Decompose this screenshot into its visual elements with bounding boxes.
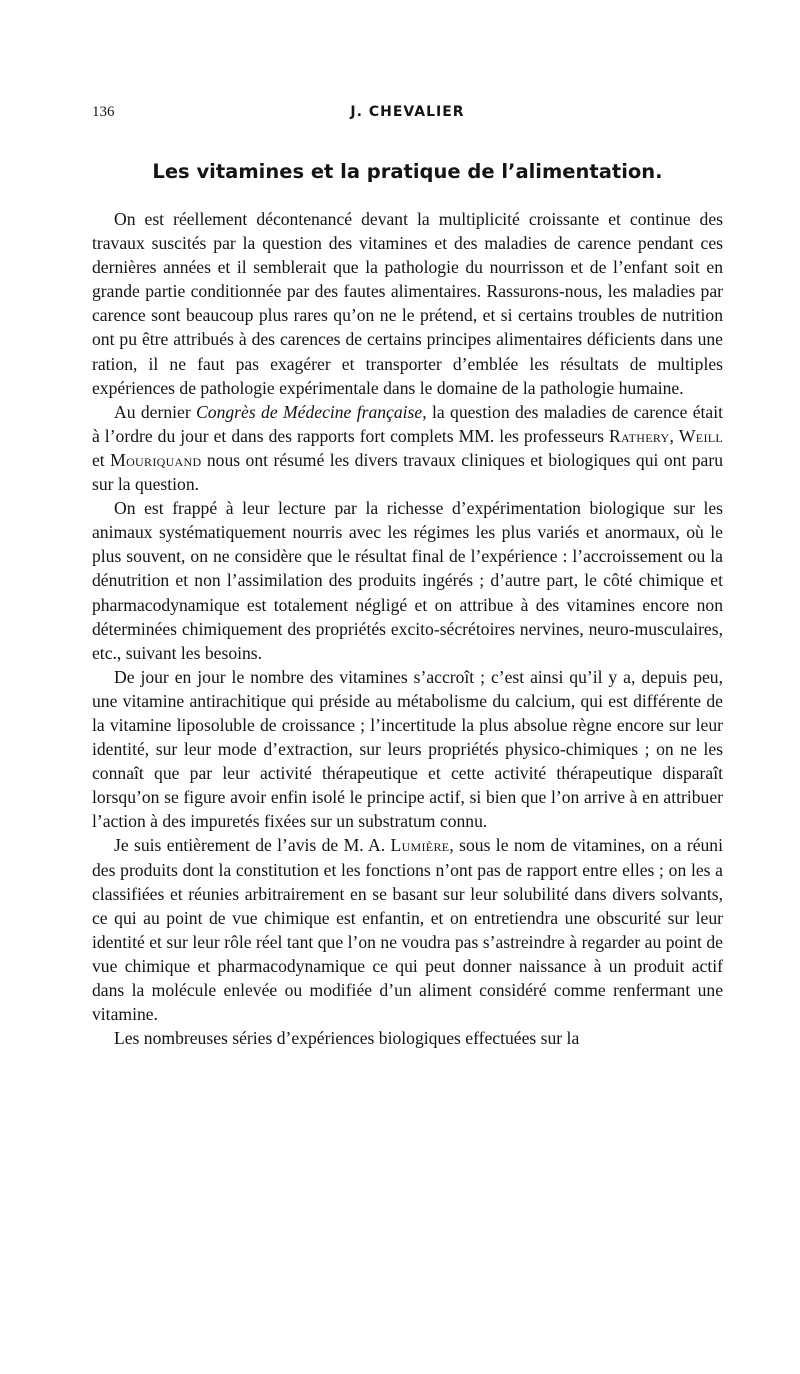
page-number: 136	[92, 104, 115, 120]
author-separator: ,	[669, 425, 679, 446]
author-weill: Weill	[678, 425, 723, 446]
paragraph-5-text-b: , sous le nom de vitamines, on a réuni des produits dont la constitution et les fonctions n’ont pas de rapport entre elles ; on les a classifiées et réunies arbitrairement en se basant sur leur solubilité dans divers solvants, ce qui au point de vue chimique est enfantin, et on entretiendra une obscurité sur leur identité et sur leur rôle réel tant que l’on ne voudra pas s’astreindre à regarder au point de vue chimique et pharmacodynamique ce qui peut donner naissance à un produit actif dans la molécule enlevée ou modifiée d’un aliment considéré comme renfermant une vitamine.	[92, 835, 723, 1025]
congress-name: Congrès de Médecine française	[196, 401, 423, 422]
author-rathery: Rathery	[608, 425, 670, 446]
paragraph-5-text-a: Je suis entièrement de l’avis de M. A.	[114, 835, 391, 856]
paragraph-2-text-a: Au dernier	[114, 401, 197, 422]
paragraph-3: On est frappé à leur lecture par la richesse d’expérimentation biologique sur les animaux systématiquement nourris avec les régimes les plus variés et anormaux, où le plus souvent, on ne considère que le résultat final de l’expérience : l’accroissement ou la dénutrition et non l’assimilation des produits ingérés ; d’autre part, le côté chimique et pharmacodynamique est totalement négligé et on attribue à des vitamines encore non déterminées chimiquement des propriétés excito-sécrétoires nervines, neuro-musculaires, etc., suivant les besoins.	[92, 498, 723, 663]
running-head	[92, 100, 723, 126]
article-title: Les vitamines et la pratique de l’alimentation.	[152, 160, 663, 183]
author-mouriquand: Mouriquand	[110, 449, 202, 470]
paragraph-2-text-b: , la question des maladies de carence était à l’ordre du jour et dans des rapports fort complets MM. les professeurs	[92, 401, 724, 446]
running-title: J. CHEVALIER	[350, 104, 465, 120]
paragraph-1: On est réellement décontenancé devant la multiplicité croissante et continue des travaux suscités par la question des vitamines et des maladies de carence pendant ces dernières années et il semblerait que la pathologie du nourrisson et de l’enfant soit en grande partie conditionnée par des fautes alimentaires. Rassurons-nous, les maladies par carence sont beaucoup plus rares qu’on ne le prétend, et si certains troubles de nutrition ont pu être attribués à des carences de certains principes alimentaires déficients dans une ration, il ne faut pas exagérer et transporter d’emblée les résultats de multiples expériences de pathologie expérimentale dans le domaine de la pathologie humaine.	[92, 209, 723, 398]
paragraph-2	[92, 400, 723, 496]
paragraph-6: Les nombreuses séries d’expériences biologiques effectuées sur la	[114, 1028, 580, 1049]
paragraph-2-text-c: nous ont résumé les divers travaux cliniques et biologiques qui ont paru sur la question.	[92, 449, 723, 495]
document-page	[92, 100, 723, 1050]
paragraph-4: De jour en jour le nombre des vitamines s’accroît ; c’est ainsi qu’il y a, depuis peu, une vitamine antirachitique qui préside au métabolisme du calcium, qui est différente de la vitamine liposoluble de croissance ; l’incertitude la plus absolue règne encore sur leur identité, sur leur mode d’extraction, sur leurs propriétés physico-chimiques ; on ne les connaît que par leur activité thérapeutique et cette activité thérapeutique disparaît lorsqu’on se figure avoir enfin isolé le principe actif, si bien que l’on arrive à en attribuer l’action à des impuretés fixées sur un substratum connu.	[92, 666, 723, 832]
author-lumiere: Lumière	[390, 835, 450, 856]
article-body	[92, 207, 723, 1050]
paragraph-5	[92, 833, 723, 1026]
author-separator: et	[92, 449, 111, 470]
